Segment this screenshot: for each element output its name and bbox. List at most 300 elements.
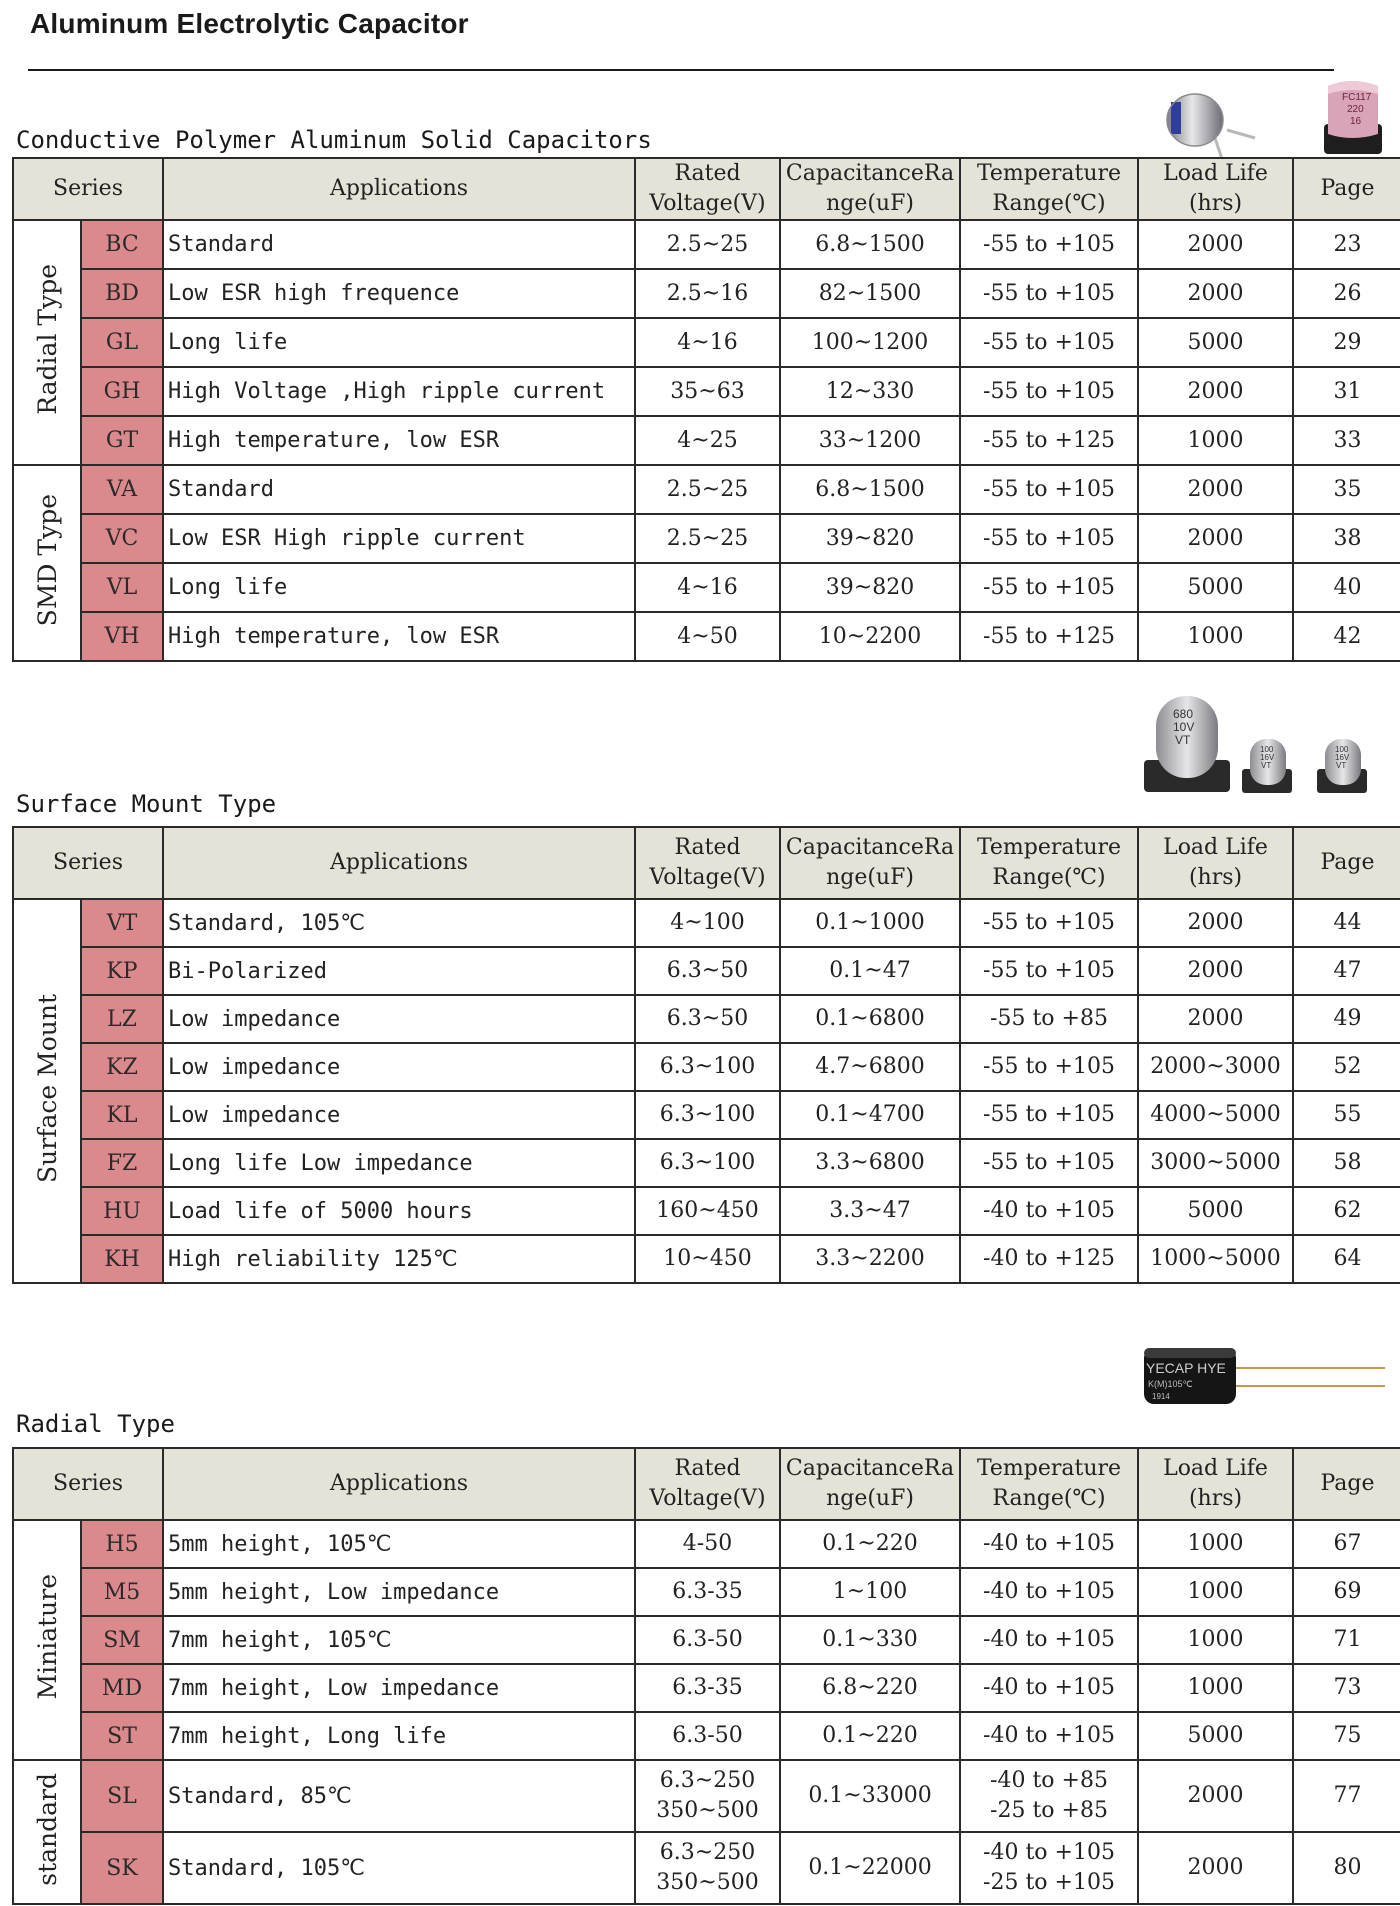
load-life xyxy=(1138,465,1293,514)
capacitance-range-value: 0.1~22000 xyxy=(808,1855,932,1880)
smd-small-b-marking-3: VT xyxy=(1336,761,1347,770)
application-value: Standard, 85℃ xyxy=(168,1783,352,1809)
application-value: Standard, 105℃ xyxy=(168,1855,365,1881)
series-code-value: HU xyxy=(103,1198,141,1224)
capacitance-range xyxy=(780,1568,960,1616)
temperature-range xyxy=(960,269,1138,318)
header-load-life xyxy=(1138,158,1293,220)
page-number-value: 62 xyxy=(1333,1198,1362,1223)
table-header-row xyxy=(13,827,1400,899)
header-temperature-line: Temperature xyxy=(976,835,1122,860)
page-number-value: 38 xyxy=(1333,525,1362,551)
group-label: Surface Mount xyxy=(32,993,62,1183)
page-number xyxy=(1293,947,1400,995)
table-row xyxy=(13,1091,1400,1139)
header-rated-voltage-line: Voltage(V) xyxy=(649,191,766,216)
rated-voltage xyxy=(635,1760,780,1832)
temperature-range-value: -40 to +105 xyxy=(983,1840,1115,1865)
page-number-value: 69 xyxy=(1333,1579,1362,1604)
header-page-line: Page xyxy=(1320,1471,1375,1496)
series-code-value: MD xyxy=(101,1675,143,1701)
load-life xyxy=(1138,1091,1293,1139)
table-row xyxy=(13,1139,1400,1187)
load-life-value: 2000 xyxy=(1187,525,1244,551)
table-row xyxy=(13,220,1400,269)
temperature-range xyxy=(960,1091,1138,1139)
load-life-value: 2000 xyxy=(1187,958,1244,983)
application-value: 7mm height, Long life xyxy=(168,1723,447,1749)
series-code-value: VH xyxy=(104,624,140,649)
rated-voltage xyxy=(635,1664,780,1712)
temperature-range xyxy=(960,1712,1138,1760)
header-page xyxy=(1293,1448,1400,1520)
application xyxy=(163,514,635,563)
rated-voltage xyxy=(635,947,780,995)
header-series-line: Series xyxy=(53,850,123,875)
application xyxy=(163,1568,635,1616)
series-code xyxy=(81,514,163,563)
series-code xyxy=(81,1712,163,1760)
capacitance-range-value: 4.7~6800 xyxy=(815,1054,925,1079)
application xyxy=(163,1832,635,1904)
load-life xyxy=(1138,1712,1293,1760)
series-code-value: FZ xyxy=(106,1150,138,1176)
application xyxy=(163,1139,635,1187)
temperature-range xyxy=(960,220,1138,269)
temperature-range xyxy=(960,947,1138,995)
page-number xyxy=(1293,1664,1400,1712)
series-code xyxy=(81,220,163,269)
table-row xyxy=(13,465,1400,514)
capacitance-range xyxy=(780,1091,960,1139)
page-number xyxy=(1293,318,1400,367)
header-applications-line: Applications xyxy=(329,1471,469,1496)
header-rated-voltage-line: Voltage(V) xyxy=(649,865,766,890)
rated-voltage-value: 2.5~16 xyxy=(666,280,749,306)
header-temperature-line: Range(℃) xyxy=(992,191,1106,216)
header-temperature xyxy=(960,827,1138,899)
temperature-range-value: -25 to +85 xyxy=(990,1798,1108,1823)
temperature-range-value: -40 to +105 xyxy=(983,1198,1115,1223)
application-value: Low ESR High ripple current xyxy=(168,526,526,551)
rated-voltage-value: 2.5~25 xyxy=(666,231,749,257)
series-code-value: KP xyxy=(106,958,138,984)
series-code xyxy=(81,995,163,1043)
rated-voltage-value: 4~25 xyxy=(677,427,738,453)
load-life xyxy=(1138,612,1293,661)
load-life-value: 3000~5000 xyxy=(1150,1150,1281,1175)
application-value: Standard xyxy=(168,232,274,257)
temperature-range-value: -55 to +105 xyxy=(983,958,1115,983)
series-code xyxy=(81,1760,163,1832)
temperature-range-value: -55 to +125 xyxy=(983,427,1115,453)
header-rated-voltage xyxy=(635,1448,780,1520)
series-code xyxy=(81,563,163,612)
rated-voltage-value: 6.3~50 xyxy=(666,1006,749,1031)
page-number-value: 73 xyxy=(1333,1675,1362,1700)
header-series xyxy=(13,158,163,220)
rated-voltage xyxy=(635,367,780,416)
rated-voltage-value: 4~16 xyxy=(677,574,738,600)
series-code-value: M5 xyxy=(103,1579,141,1605)
page-number xyxy=(1293,1520,1400,1568)
rated-voltage xyxy=(635,1139,780,1187)
header-rated-voltage-line: Rated xyxy=(674,1456,741,1481)
series-code xyxy=(81,465,163,514)
load-life xyxy=(1138,1568,1293,1616)
rated-voltage-value: 4-50 xyxy=(682,1531,733,1556)
temperature-range-value: -55 to +105 xyxy=(983,1150,1115,1175)
rated-voltage xyxy=(635,1832,780,1904)
temperature-range-value: -40 to +105 xyxy=(983,1579,1115,1604)
temperature-range-value: -40 to +105 xyxy=(983,1627,1115,1652)
load-life-value: 2000 xyxy=(1187,910,1244,935)
temperature-range-value: -55 to +105 xyxy=(983,574,1115,600)
application-value: High temperature, low ESR xyxy=(168,624,500,649)
group-label: Miniature xyxy=(32,1574,62,1700)
temperature-range xyxy=(960,1139,1138,1187)
rated-voltage xyxy=(635,416,780,465)
temperature-range xyxy=(960,1616,1138,1664)
header-rated-voltage xyxy=(635,827,780,899)
capacitance-range-value: 0.1~33000 xyxy=(808,1783,932,1808)
load-life-value: 1000 xyxy=(1187,1531,1244,1556)
application xyxy=(163,1187,635,1235)
rated-voltage-value: 6.3~100 xyxy=(659,1150,756,1175)
header-rated-voltage-line: Rated xyxy=(674,161,741,186)
capacitance-range-value: 39~820 xyxy=(825,525,915,551)
capacitance-range xyxy=(780,1832,960,1904)
load-life xyxy=(1138,1760,1293,1832)
load-life xyxy=(1138,269,1293,318)
polymer-smd-marking-3: 16 xyxy=(1350,116,1362,127)
table-row xyxy=(13,563,1400,612)
header-capacitance xyxy=(780,1448,960,1520)
radial-marking-2: K(M)105℃ xyxy=(1148,1379,1193,1389)
series-code xyxy=(81,269,163,318)
series-code-value: SM xyxy=(103,1627,141,1653)
page-number-value: 31 xyxy=(1333,378,1362,404)
polymer-smd-photo xyxy=(1320,76,1385,156)
smd-large-photo xyxy=(1140,690,1235,795)
rated-voltage xyxy=(635,1712,780,1760)
series-code xyxy=(81,1616,163,1664)
header-load-life-line: Load Life xyxy=(1163,161,1268,186)
header-series xyxy=(13,827,163,899)
application-value: Long life xyxy=(168,330,288,355)
application xyxy=(163,612,635,661)
application-value: Long life Low impedance xyxy=(168,1150,473,1176)
capacitance-range xyxy=(780,1520,960,1568)
temperature-range-value: -40 to +105 xyxy=(983,1675,1115,1700)
page-number-value: 49 xyxy=(1333,1006,1362,1031)
capacitance-range xyxy=(780,367,960,416)
rated-voltage xyxy=(635,563,780,612)
load-life-value: 2000 xyxy=(1187,280,1244,306)
smd-large-marking-3: VT xyxy=(1175,733,1191,747)
load-life xyxy=(1138,514,1293,563)
capacitance-range-value: 0.1~1000 xyxy=(815,910,925,935)
table-row xyxy=(13,1568,1400,1616)
rated-voltage-value: 6.3~100 xyxy=(659,1102,756,1127)
load-life-value: 1000 xyxy=(1187,1675,1244,1700)
page-number-value: 40 xyxy=(1333,574,1362,600)
load-life xyxy=(1138,995,1293,1043)
page-number xyxy=(1293,1091,1400,1139)
load-life-value: 5000 xyxy=(1187,574,1244,600)
load-life xyxy=(1138,318,1293,367)
series-code xyxy=(81,1235,163,1283)
header-applications xyxy=(163,827,635,899)
smd-large-marking-1: 680 xyxy=(1173,707,1194,721)
temperature-range xyxy=(960,1760,1138,1832)
header-load-life-line: (hrs) xyxy=(1188,865,1243,890)
table-row xyxy=(13,995,1400,1043)
smd-small-photo-a xyxy=(1240,735,1295,795)
capacitance-range xyxy=(780,416,960,465)
application xyxy=(163,1664,635,1712)
temperature-range xyxy=(960,416,1138,465)
page-number-value: 29 xyxy=(1333,329,1362,355)
page-number xyxy=(1293,1235,1400,1283)
temperature-range-value: -55 to +105 xyxy=(983,1054,1115,1079)
table-header-row xyxy=(13,158,1400,220)
application-value: 5mm height, 105℃ xyxy=(168,1531,392,1557)
header-temperature xyxy=(960,158,1138,220)
temperature-range-value: -55 to +105 xyxy=(983,525,1115,551)
header-capacitance-line: nge(uF) xyxy=(826,1486,914,1511)
capacitance-range-value: 6.8~1500 xyxy=(815,476,925,502)
capacitance-range xyxy=(780,1139,960,1187)
load-life-value: 4000~5000 xyxy=(1150,1102,1281,1127)
application-value: Standard, 105℃ xyxy=(168,910,365,936)
load-life-value: 2000 xyxy=(1187,1783,1244,1808)
application xyxy=(163,318,635,367)
series-code-value: BC xyxy=(105,232,139,257)
capacitance-range xyxy=(780,899,960,947)
load-life xyxy=(1138,1520,1293,1568)
rated-voltage-value: 6.3~50 xyxy=(666,958,749,983)
radial-photo xyxy=(1140,1340,1390,1410)
temperature-range-value: -55 to +125 xyxy=(983,623,1115,649)
application xyxy=(163,1760,635,1832)
series-code xyxy=(81,1520,163,1568)
radial-marking-1: YECAP HYE xyxy=(1146,1360,1226,1376)
header-capacitance-line: CapacitanceRa xyxy=(785,835,955,860)
group-label: standard xyxy=(32,1772,62,1886)
load-life xyxy=(1138,899,1293,947)
header-capacitance-line: nge(uF) xyxy=(826,865,914,890)
polymer-smd-marking-2: 220 xyxy=(1347,104,1364,115)
table-row xyxy=(13,612,1400,661)
temperature-range xyxy=(960,1664,1138,1712)
load-life xyxy=(1138,1187,1293,1235)
rated-voltage-value: 6.3~250 xyxy=(659,1840,756,1865)
series-code xyxy=(81,1139,163,1187)
group-label-cell xyxy=(13,1520,81,1760)
application-value: 7mm height, Low impedance xyxy=(168,1675,500,1701)
table-row xyxy=(13,367,1400,416)
load-life-value: 1000 xyxy=(1187,623,1244,649)
page-number-value: 35 xyxy=(1333,476,1362,502)
load-life-value: 1000~5000 xyxy=(1150,1246,1281,1271)
header-load-life xyxy=(1138,827,1293,899)
load-life xyxy=(1138,1139,1293,1187)
temperature-range xyxy=(960,318,1138,367)
load-life-value: 5000 xyxy=(1187,329,1244,355)
series-code xyxy=(81,899,163,947)
rated-voltage xyxy=(635,269,780,318)
application-value: High temperature, low ESR xyxy=(168,428,500,453)
load-life-value: 2000 xyxy=(1187,476,1244,502)
capacitance-range xyxy=(780,1616,960,1664)
header-load-life-line: (hrs) xyxy=(1188,191,1243,216)
series-code-value: KZ xyxy=(106,1054,138,1080)
application-value: Bi-Polarized xyxy=(168,958,327,984)
page-number xyxy=(1293,269,1400,318)
application xyxy=(163,1091,635,1139)
capacitance-range-value: 0.1~4700 xyxy=(815,1102,925,1127)
page-number xyxy=(1293,1568,1400,1616)
group-label-cell xyxy=(13,220,81,465)
series-code xyxy=(81,1187,163,1235)
capacitance-range-value: 0.1~6800 xyxy=(815,1006,925,1031)
capacitance-range xyxy=(780,1712,960,1760)
capacitance-range xyxy=(780,1760,960,1832)
page-number-value: 67 xyxy=(1333,1531,1362,1556)
temperature-range xyxy=(960,1043,1138,1091)
header-page-line: Page xyxy=(1320,176,1375,201)
table-row xyxy=(13,1520,1400,1568)
smd-large-marking-2: 10V xyxy=(1173,720,1195,734)
capacitance-range-value: 6.8~220 xyxy=(822,1675,918,1700)
capacitance-range xyxy=(780,318,960,367)
section-title: Surface Mount Type xyxy=(16,790,277,818)
load-life xyxy=(1138,416,1293,465)
table-row xyxy=(13,1664,1400,1712)
series-code-value: GH xyxy=(103,379,141,404)
header-load-life xyxy=(1138,1448,1293,1520)
rated-voltage-value: 2.5~25 xyxy=(666,476,749,502)
table-row xyxy=(13,1235,1400,1283)
smd-small-a-marking-2: 16V xyxy=(1260,753,1275,762)
page-number xyxy=(1293,1832,1400,1904)
capacitance-range-value: 39~820 xyxy=(825,574,915,600)
load-life xyxy=(1138,1616,1293,1664)
title-divider xyxy=(28,69,1334,71)
temperature-range-value: -25 to +105 xyxy=(983,1870,1115,1895)
capacitance-range xyxy=(780,947,960,995)
capacitance-range xyxy=(780,465,960,514)
rated-voltage xyxy=(635,1187,780,1235)
header-temperature-line: Temperature xyxy=(976,1456,1122,1481)
rated-voltage xyxy=(635,1043,780,1091)
rated-voltage xyxy=(635,514,780,563)
application-value: Low impedance xyxy=(168,1102,341,1128)
application-value: Low ESR high frequence xyxy=(168,281,460,306)
temperature-range-value: -55 to +105 xyxy=(983,329,1115,355)
temperature-range-value: -55 to +105 xyxy=(983,910,1115,935)
rated-voltage xyxy=(635,1235,780,1283)
page-number xyxy=(1293,1616,1400,1664)
capacitance-range-value: 12~330 xyxy=(825,378,915,404)
page-number-value: 42 xyxy=(1333,623,1362,649)
rated-voltage-value: 4~100 xyxy=(670,910,745,935)
application-value: Low impedance xyxy=(168,1006,341,1032)
rated-voltage-value: 160~450 xyxy=(656,1198,759,1223)
load-life-value: 5000 xyxy=(1187,1723,1244,1748)
rated-voltage-value: 6.3-35 xyxy=(672,1579,743,1604)
capacitance-range-value: 0.1~330 xyxy=(822,1627,918,1652)
application xyxy=(163,947,635,995)
page-number xyxy=(1293,1760,1400,1832)
load-life-value: 1000 xyxy=(1187,1579,1244,1604)
application xyxy=(163,367,635,416)
page-number-value: 44 xyxy=(1333,910,1362,935)
temperature-range-value: -40 to +105 xyxy=(983,1723,1115,1748)
table-row xyxy=(13,514,1400,563)
section-title: Radial Type xyxy=(16,1410,175,1438)
rated-voltage-value: 2.5~25 xyxy=(666,525,749,551)
rated-voltage xyxy=(635,220,780,269)
radial-marking-3: 1914 xyxy=(1152,1392,1170,1401)
page-number-value: 80 xyxy=(1333,1855,1362,1880)
header-capacitance xyxy=(780,827,960,899)
capacitance-range xyxy=(780,1664,960,1712)
header-page-line: Page xyxy=(1320,850,1375,875)
series-code-value: GL xyxy=(105,330,139,355)
capacitance-range-value: 33~1200 xyxy=(818,427,922,453)
temperature-range xyxy=(960,612,1138,661)
page-title: Aluminum Electrolytic Capacitor xyxy=(30,8,469,39)
temperature-range-value: -55 to +105 xyxy=(983,476,1115,502)
series-code-value: VA xyxy=(106,477,138,502)
series-code-value: VT xyxy=(106,910,138,936)
application xyxy=(163,563,635,612)
capacitance-range-value: 6.8~1500 xyxy=(815,231,925,257)
temperature-range-value: -55 to +105 xyxy=(983,231,1115,257)
capacitance-range xyxy=(780,563,960,612)
page-number-value: 77 xyxy=(1333,1783,1362,1808)
load-life xyxy=(1138,1043,1293,1091)
rated-voltage-value: 350~500 xyxy=(656,1870,759,1895)
spec-table xyxy=(12,1447,1400,1905)
load-life xyxy=(1138,220,1293,269)
series-code xyxy=(81,1664,163,1712)
page-number-value: 33 xyxy=(1333,427,1362,453)
rated-voltage xyxy=(635,1568,780,1616)
application xyxy=(163,1043,635,1091)
application-value: 5mm height, Low impedance xyxy=(168,1579,500,1605)
table-row xyxy=(13,1832,1400,1904)
capacitance-range xyxy=(780,514,960,563)
series-code xyxy=(81,416,163,465)
capacitance-range xyxy=(780,269,960,318)
table-row xyxy=(13,1760,1400,1832)
header-capacitance-line: CapacitanceRa xyxy=(785,1456,955,1481)
series-code-value: ST xyxy=(107,1723,137,1749)
temperature-range-value: -40 to +125 xyxy=(983,1246,1115,1271)
capacitance-range-value: 3.3~2200 xyxy=(815,1246,925,1271)
spec-table xyxy=(12,826,1400,1284)
rated-voltage-value: 6.3-50 xyxy=(672,1627,743,1652)
application xyxy=(163,995,635,1043)
page-number xyxy=(1293,220,1400,269)
capacitance-range-value: 0.1~220 xyxy=(822,1723,918,1748)
application xyxy=(163,899,635,947)
application xyxy=(163,220,635,269)
page-number-value: 75 xyxy=(1333,1723,1362,1748)
